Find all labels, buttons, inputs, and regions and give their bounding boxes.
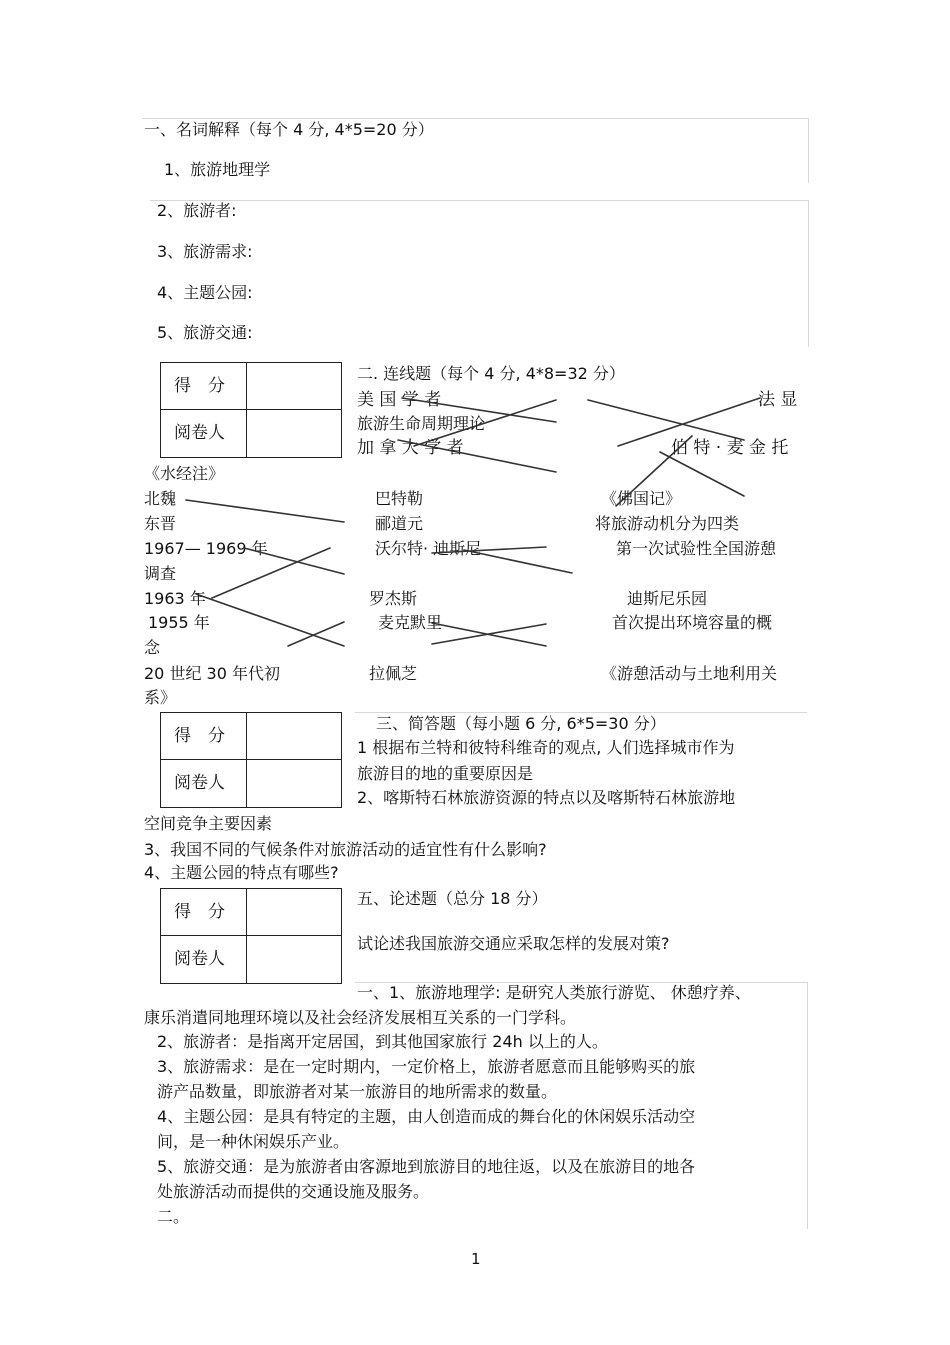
col1-item-3: 1967— 1969 年 xyxy=(144,539,268,558)
answer-line-1: 一、1、旅游地理学: 是研究人类旅行游览、 休憩疗养、 xyxy=(357,983,751,1002)
score-label-cell xyxy=(161,713,247,760)
section5-title: 五、论述题（总分 18 分） xyxy=(357,889,548,908)
section3-line-1: 1 根据布兰特和彼特科维奇的观点, 人们选择城市作为 xyxy=(357,738,735,757)
score-value-cell[interactable] xyxy=(247,889,341,936)
match-line xyxy=(588,400,744,440)
reviewer-label-cell xyxy=(161,936,247,983)
section1-item-4: 4、主题公园: xyxy=(157,283,253,302)
match-line xyxy=(402,398,556,422)
match-line xyxy=(432,547,546,553)
col2-item-4: 罗杰斯 xyxy=(369,589,418,608)
score-box-section3 xyxy=(160,712,342,808)
reviewer-label: 阅卷人 xyxy=(174,423,225,443)
col2-item-6: 拉佩芝 xyxy=(369,664,418,683)
reviewer-label: 阅卷人 xyxy=(174,949,225,969)
col2-item-5: 麦克默里 xyxy=(378,613,443,632)
answer-line-10: 二。 xyxy=(157,1207,190,1226)
col2-item-3: 沃尔特· 迪斯尼 xyxy=(375,539,482,558)
col3-item-3: 第一次试验性全国游憩 xyxy=(616,539,777,558)
match-line xyxy=(186,500,344,522)
reviewer-label-cell xyxy=(161,760,247,807)
col3-item-1: 《佛国记》 xyxy=(601,489,682,508)
match-row2-left: 旅游生命周期理论 xyxy=(357,414,486,433)
answer-line-8: 5、旅游交通：是为旅游者由客源地到旅游目的地往返，以及在旅游目的地各 xyxy=(157,1157,696,1176)
reviewer-value-cell[interactable] xyxy=(247,760,341,807)
section1-item-2: 2、旅游者: xyxy=(157,201,237,220)
match-line xyxy=(464,550,572,573)
answer-line-9: 处旅游活动而提供的交通设施及服务。 xyxy=(157,1182,430,1201)
answer-line-6: 4、主题公园：是具有特定的主题，由人创造而成的舞台化的休闲娱乐活动空 xyxy=(157,1107,696,1126)
match-row4: 《水经注》 xyxy=(144,464,225,483)
reviewer-value-cell[interactable] xyxy=(247,936,341,983)
match-line xyxy=(244,548,344,574)
match-row3-right: 伯 特 · 麦 金 托 xyxy=(671,438,789,458)
col3-item-4: 迪斯尼乐园 xyxy=(627,589,708,608)
page-number: 1 xyxy=(471,1250,481,1268)
answer-line-5: 游产品数量，即旅游者对某一旅游目的地所需求的数量。 xyxy=(157,1082,558,1101)
section1-item-3: 3、旅游需求: xyxy=(157,242,253,261)
score-box-section5 xyxy=(160,888,342,984)
col3-item-6: 《游憩活动与土地利用关 xyxy=(601,664,778,683)
col1-item-6: 1955 年 xyxy=(148,613,210,632)
section3-line-4: 空间竞争主要因素 xyxy=(144,814,273,833)
match-row1-left: 美 国 学 者 xyxy=(357,390,442,410)
score-label-cell xyxy=(161,889,247,936)
col1-item-9: 系》 xyxy=(144,688,177,707)
section3-line-2: 旅游目的地的重要原因是 xyxy=(357,764,534,783)
answer-line-3: 2、旅游者：是指离开定居国，到其他国家旅行 24h 以上的人。 xyxy=(157,1032,608,1051)
section1-title: 一、名词解释（每个 4 分, 4*5=20 分） xyxy=(144,120,434,139)
col3-item-5: 首次提出环境容量的概 xyxy=(612,613,773,632)
score-label: 得 分 xyxy=(174,376,225,396)
section3-line-6: 4、主题公园的特点有哪些? xyxy=(144,863,339,882)
match-line xyxy=(398,440,556,472)
col1-item-7: 念 xyxy=(144,638,161,657)
section5-question: 试论述我国旅游交通应采取怎样的发展对策? xyxy=(357,934,670,953)
reviewer-label: 阅卷人 xyxy=(174,773,225,793)
match-row3-left: 加 拿 大 学 者 xyxy=(357,438,464,458)
match-line xyxy=(414,400,556,446)
col2-item-2: 郦道元 xyxy=(375,514,424,533)
match-line xyxy=(660,452,744,496)
section1-item-5: 5、旅游交通: xyxy=(157,323,253,342)
col1-item-8: 20 世纪 30 年代初 xyxy=(144,664,280,683)
col1-item-2: 东晋 xyxy=(144,514,177,533)
col2-item-1: 巴特勒 xyxy=(375,489,424,508)
score-value-cell[interactable] xyxy=(247,713,341,760)
section1-item-1: 1、旅游地理学 xyxy=(164,160,271,179)
score-label: 得 分 xyxy=(174,726,225,746)
answer-line-7: 间，是一种休闲娱乐产业。 xyxy=(157,1132,350,1151)
col1-item-1: 北魏 xyxy=(144,489,177,508)
section3-line-5: 3、我国不同的气候条件对旅游活动的适宜性有什么影响? xyxy=(144,840,547,859)
answer-line-2: 康乐消遣同地理环境以及社会经济发展相互关系的一门学科。 xyxy=(144,1008,577,1027)
section3-line-3: 2、喀斯特石林旅游资源的特点以及喀斯特石林旅游地 xyxy=(357,788,736,807)
section3-title: 三、简答题（每小题 6 分, 6*5=30 分） xyxy=(376,714,666,733)
match-line xyxy=(616,436,692,506)
match-row1-right: 法 显 xyxy=(758,390,798,410)
match-line xyxy=(196,594,344,646)
col1-item-4: 调查 xyxy=(144,564,177,583)
score-label: 得 分 xyxy=(174,902,225,922)
col3-item-2: 将旅游动机分为四类 xyxy=(595,514,740,533)
section2-title: 二. 连线题（每个 4 分, 4*8=32 分） xyxy=(357,364,625,383)
col1-item-5: 1963 年 xyxy=(144,589,206,608)
answer-line-4: 3、旅游需求：是在一定时期内，一定价格上，旅游者愿意而且能够购买的旅 xyxy=(157,1057,696,1076)
